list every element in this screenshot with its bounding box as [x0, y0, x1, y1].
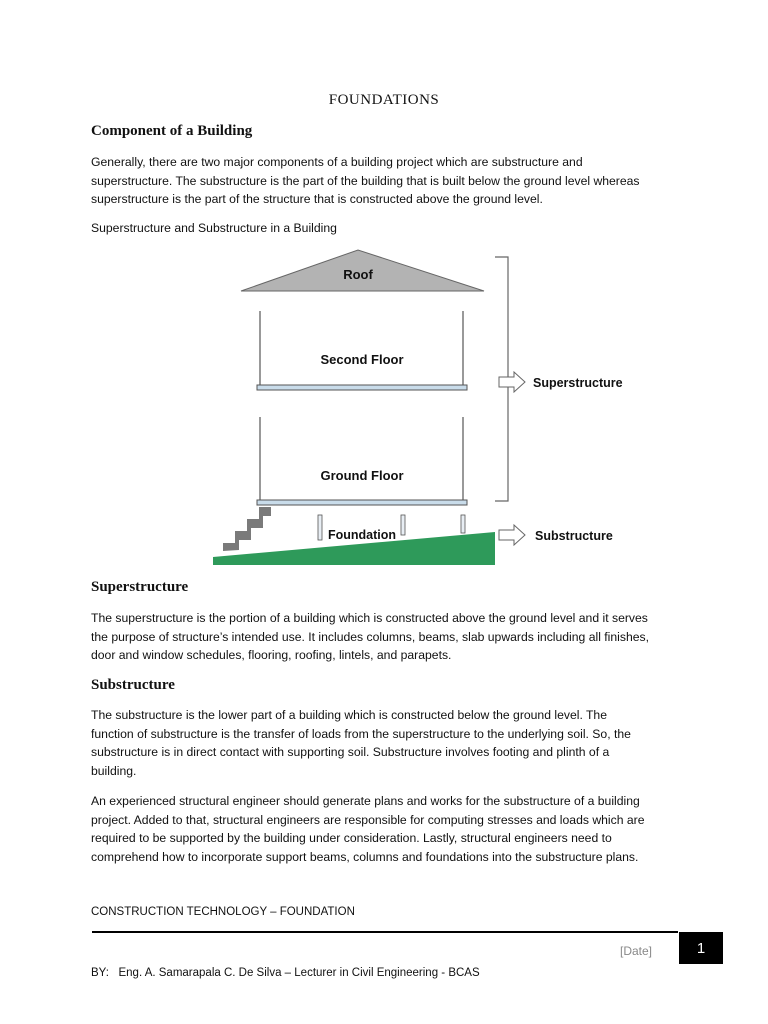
paragraph-components: [91, 153, 681, 209]
paragraph-line: An experienced structural engineer should generate plans and works for the substructure of a building: [91, 794, 640, 808]
paragraph-line: door and window schedules, flooring, roofing, lintels, and parapets.: [91, 648, 452, 663]
figure-caption: Superstructure and Substructure in a Building: [91, 221, 337, 235]
foundation-column: [401, 515, 405, 535]
paragraph-line: Generally, there are two major components of a building project which are substructure and: [91, 155, 583, 169]
roof-label: Roof: [343, 267, 373, 282]
footer-author: BY: Eng. A. Samarapala C. De Silva – Lecturer in Civil Engineering - BCAS: [91, 967, 480, 979]
paragraph-line: the purpose of structure’s intended use. It includes columns, beams, slab upwards including all finishes,: [91, 629, 650, 644]
paragraph-line: function of substructure is the transfer of loads from the superstructure to the underlying soil. So, the: [91, 726, 631, 741]
foundation-label: Foundation: [327, 528, 397, 542]
paragraph-line: The superstructure is the portion of a building which is constructed above the ground level and it serves: [91, 611, 648, 625]
section-heading-components: Component of a Building: [91, 123, 253, 139]
superstructure-arrow-icon: [499, 372, 525, 392]
section-heading-substructure: Substructure: [91, 677, 175, 693]
ground-floor-label: Ground Floor: [320, 468, 404, 483]
section-heading-superstructure: Superstructure: [91, 579, 189, 595]
paragraph-line: project. Added to that, structural engineers are responsible for computing stresses and loads which are: [91, 812, 645, 827]
paragraph-line: superstructure is the part of the structure that is constructed above the ground level.: [91, 192, 543, 207]
paragraph-line: substructure is in direct contact with supporting soil. Substructure involves footing and plinth of a: [91, 745, 610, 760]
second-floor-slab: [257, 385, 467, 390]
paragraph-line: building.: [91, 763, 137, 778]
ground-floor-slab: [257, 500, 467, 505]
page-number-badge: 1: [679, 932, 723, 964]
document-title: FOUNDATIONS: [328, 92, 440, 108]
foundation-column: [461, 515, 465, 533]
paragraph-superstructure: [91, 609, 681, 665]
superstructure-label: Superstructure: [533, 376, 623, 390]
foundation-column: [318, 515, 322, 540]
paragraph-line: required to be supported by the building under consideration. Lastly, structural engineers need to: [91, 831, 612, 846]
paragraph-line: superstructure. The substructure is the part of the building that is built below the ground level whereas: [91, 173, 640, 188]
footer-date: [Date]: [620, 944, 653, 958]
paragraph-line: comprehend how to incorporate support beams, columns and foundations into the substructure plans.: [91, 849, 639, 864]
second-floor-label: Second Floor: [320, 352, 404, 367]
building-structure-diagram: [205, 245, 635, 570]
paragraph-substructure-2: [91, 792, 681, 866]
paragraph-line: The substructure is the lower part of a building which is constructed below the ground level. The: [91, 708, 607, 722]
paragraph-substructure-1: [91, 706, 681, 780]
substructure-arrow-icon: [499, 525, 525, 545]
substructure-label: Substructure: [535, 529, 613, 543]
footer-divider: [92, 931, 678, 933]
stairs-shape: [223, 507, 271, 551]
footer-course-title: CONSTRUCTION TECHNOLOGY – FOUNDATION: [91, 906, 355, 918]
